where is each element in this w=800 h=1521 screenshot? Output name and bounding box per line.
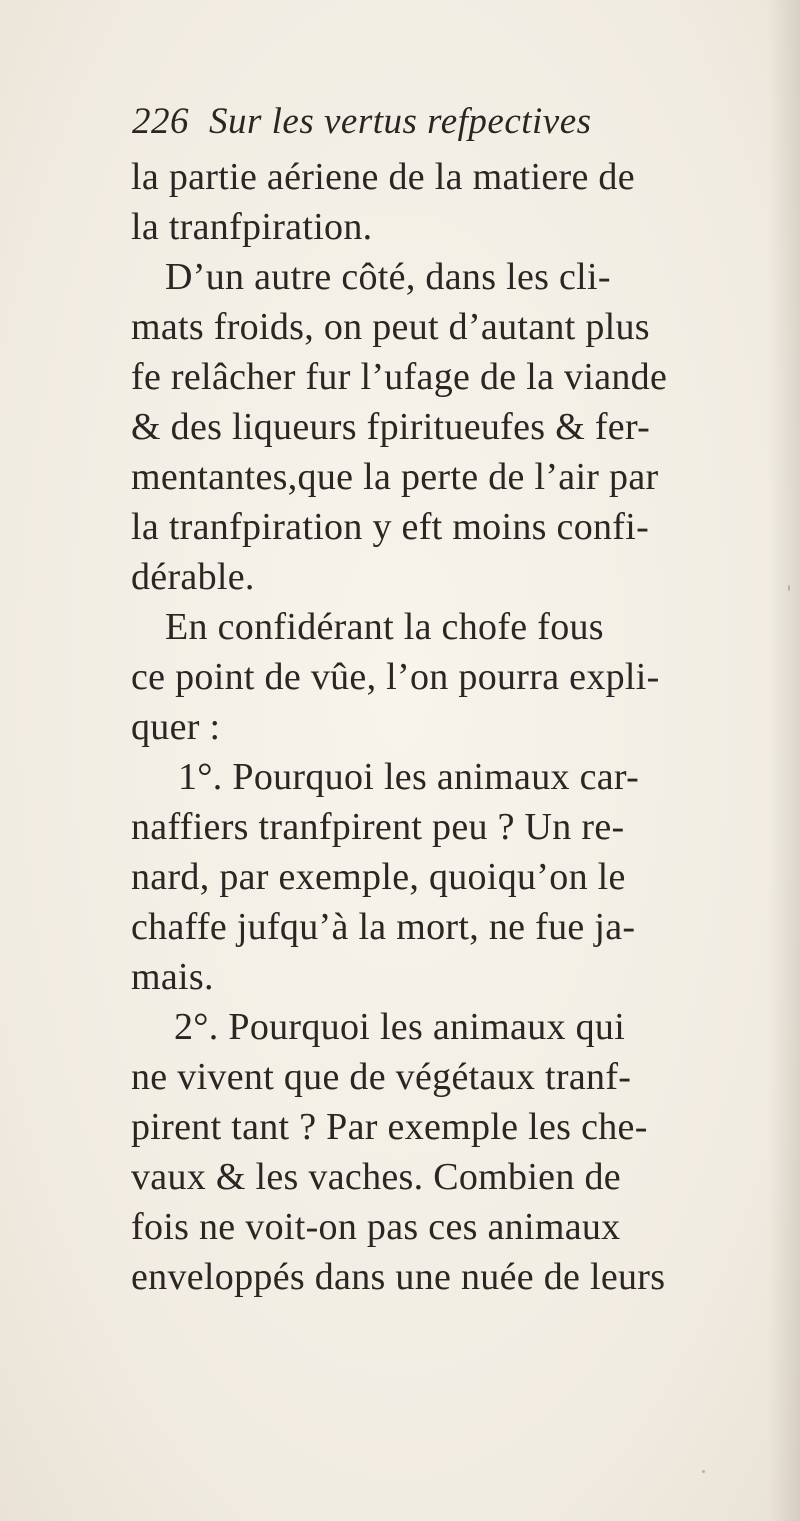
text-line: fois ne voit-on pas ces animaux [131,1206,621,1248]
text-line: fe relâcher fur l’ufage de la viande [131,356,668,398]
paper-speck [702,1470,705,1473]
running-title: Sur les vertus refpectives [209,101,592,142]
paper-speck [788,585,790,591]
text-line: vaux & les vaches. Combien de [131,1156,621,1198]
text-line: & des liqueurs fpiritueufes & fer- [131,406,651,448]
text-line: chaffe jufqu’à la mort, ne fue ja- [131,906,636,948]
running-header [132,100,592,143]
text-line: enveloppés dans une nuée de leurs [131,1256,666,1298]
text-line: mats froids, on peut d’autant plus [131,306,650,348]
text-line: ce point de vûe, l’on pourra expli- [131,656,660,698]
text-line: nard, par exemple, quoiqu’on le [131,856,626,898]
text-line: En confidérant la chofe fous [165,606,604,648]
text-line: la tranfpiration y eft moins confi- [131,506,650,548]
page-number: 226 [132,101,189,142]
body-text [131,152,771,1302]
text-line: dérable. [131,556,255,598]
text-line: mentantes,que la perte de l’air par [131,456,659,498]
text-line: ne vivent que de végétaux tranf- [131,1056,632,1098]
text-line: quer : [131,706,221,748]
text-line: la tranfpiration. [131,206,373,248]
text-line: mais. [131,956,214,998]
text-line: 2°. Pourquoi les animaux qui [174,1006,626,1048]
text-line: 1°. Pourquoi les animaux car- [178,756,640,798]
text-line: la partie aériene de la matiere de [131,156,635,198]
text-line: pirent tant ? Par exemple les che- [131,1106,648,1148]
text-line: naffiers tranfpirent peu ? Un re- [131,806,625,848]
text-line: D’un autre côté, dans les cli- [165,256,611,298]
